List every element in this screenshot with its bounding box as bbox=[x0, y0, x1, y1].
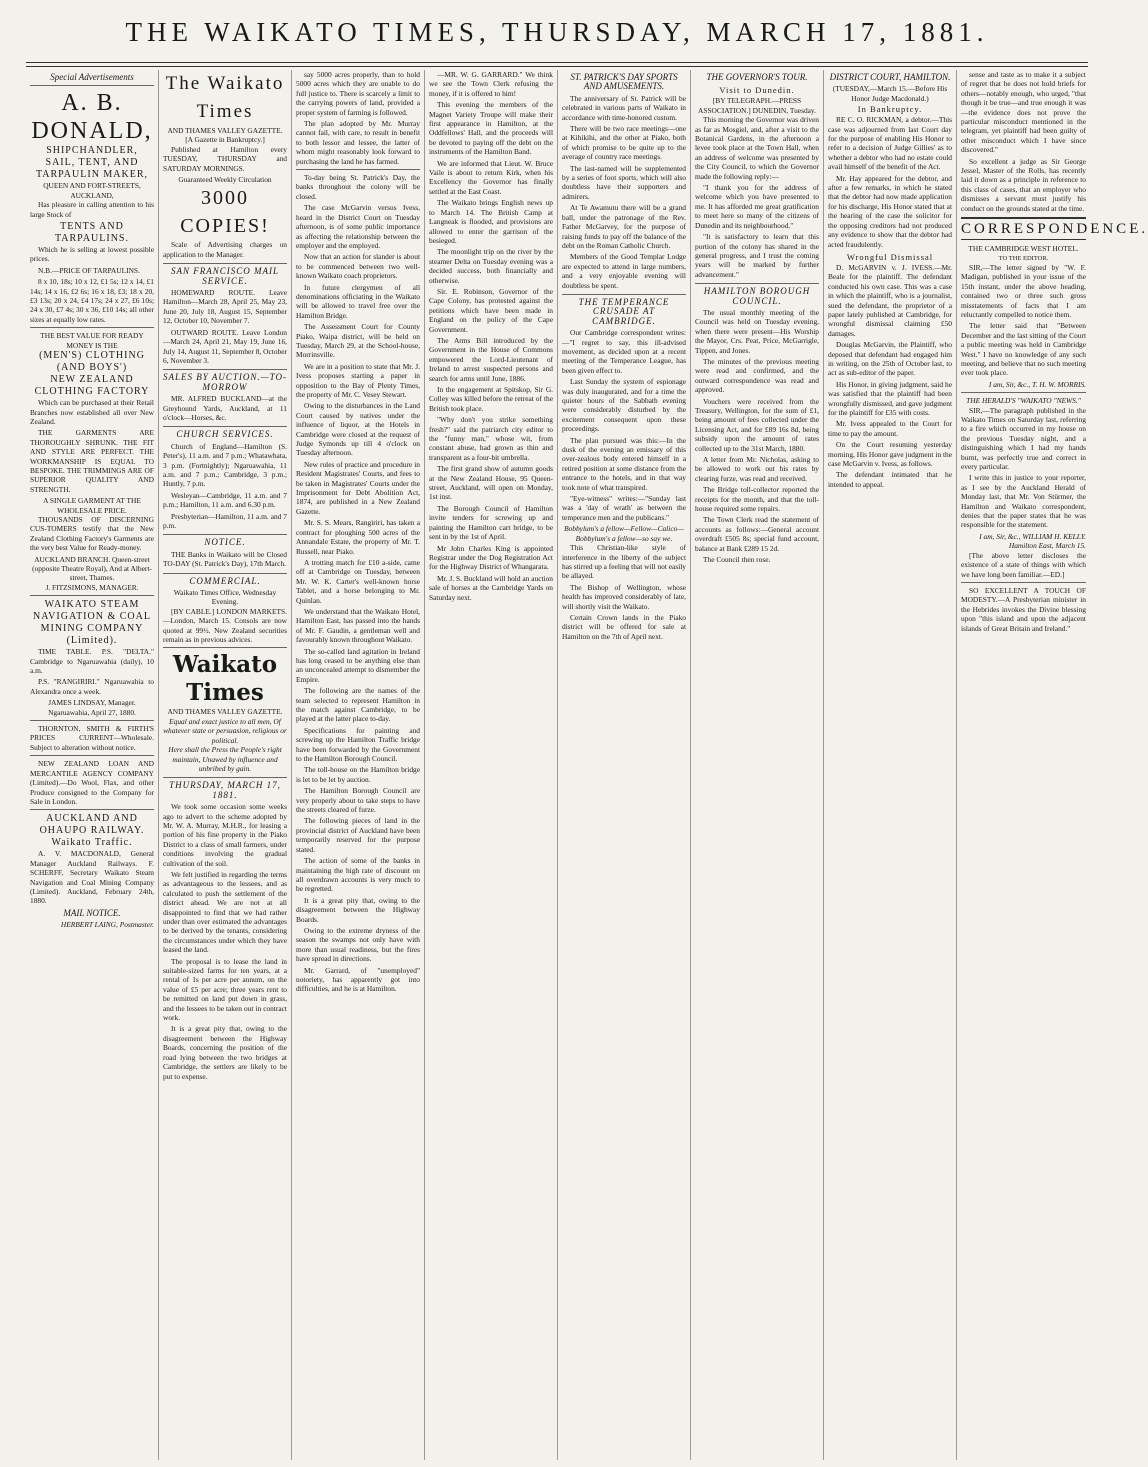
ad-text: THE GARMENTS ARE THOROUGHLY SHRUNK. THE FIT AND STYLE ARE PERFECT. THE WORKMANSHIP IS EQUAL TO BESPOKE. THE TRIMMINGS ARE OF SUPERIOR QUALITY AND STRENGTH. bbox=[30, 428, 154, 494]
article-text: The usual monthly meeting of the Council was held on Tuesday evening, when there were present—His Worship the Mayor, Crs. Peat, Price, McGarrigle, Tippen, and Jones. bbox=[695, 307, 819, 355]
editorial-text: It is a great pity that, owing to the disagreement between the Highway Boards, concerning the position of the road lying between the two bridges at Cambridge, the settlers are likely to be put to expense. bbox=[163, 1024, 287, 1081]
article-text: "Eye-witness" writes:—"Sunday last was a 'day of wrath' as between the temperance men and the publicans." bbox=[562, 494, 686, 522]
column-6 bbox=[691, 70, 824, 1460]
ad-prices: 8 x 10, 18s; 10 x 12, £1 5s; 12 x 14, £1 14s; 14 x 16, £2 6s; 16 x 18, £3; 18 x 20, £3 13s; 20 x 24, £4 17s; 24 x 27, £6 10s; 24 x 30, £7 4s; 30 x 36, £10 14s; all other sizes at equally low rates. bbox=[30, 277, 154, 324]
article-text: His Honor, in giving judgment, said he was satisfied that the plaintiff had been wrongfully dismissed, and gave judgment for the plaintiff for £35 with costs. bbox=[828, 379, 952, 417]
article-text: Vouchers were received from the Treasury, Wellington, for the sum of £1, being amount of fees collected under the Licensing Act, and for £89 16s 8d, being subsidy upon the amount of rates collected up to the 31st March, 1880. bbox=[695, 396, 819, 453]
article-text: Mr. Ivess appealed to the Court for time to pay the amount. bbox=[828, 419, 952, 438]
news-item: We are informed that Lieut. W. Bruce Vaile is about to return Kirk, when his Excellency the Governor has finally settled at the East Coast. bbox=[429, 158, 553, 196]
news-item: Specifications for painting and screwing up the Hamilton Traffic bridge have been forwarded by the Government to the Hamilton Borough Council. bbox=[296, 725, 420, 764]
article-text: The last-named will be supplemented by a series of foot sports, which will also doubtless have their supporters and admirers. bbox=[562, 163, 686, 201]
article-text: Members of the Good Templar Lodge are expected to attend in large numbers, and a very enjoyable evening will doubtless be spent. bbox=[562, 252, 686, 290]
ad-text: TIME TABLE. P.S. "DELTA." Cambridge to Ngaruawahia (daily), 10 a.m. bbox=[30, 647, 154, 676]
editorial-text: We felt justified in regarding the terms as advantageous to the lessees, and as calculated to push the settlement of the district ahead. We are not at all disappointed to find that we had rather under than over estimated the advantages to be derived by the tenants, considering the circumstances under which they have leased the land. bbox=[163, 869, 287, 955]
divider bbox=[30, 720, 154, 721]
letter-text: The letter said that "Between December and the last sitting of the Court a public meeting was held in Cambridge West." I have no knowledge of any such meeting, and believe that no such meeting ever took place. bbox=[961, 321, 1086, 378]
text: OUTWARD ROUTE. Leave London—March 24, April 21, May 19, June 16, July 14, August 11, September 8, October 6, November 3. bbox=[163, 327, 287, 365]
signature: HERBERT LAING, Postmaster. bbox=[60, 920, 154, 930]
motto: Here shall the Press the People's right maintain, Unawed by influence and unbribed by gain. bbox=[168, 745, 282, 773]
column-5 bbox=[558, 70, 691, 1460]
section-heading: SAN FRANCISCO MAIL SERVICE. bbox=[163, 263, 287, 286]
masthead-rule-lower bbox=[26, 66, 1088, 67]
text: Guaranteed Weekly Circulation bbox=[178, 175, 272, 185]
letter-signature: I am, Sir, &c., WILLIAM H. KELLY. Hamilton East, March 15. bbox=[979, 531, 1086, 551]
verse: Bobbylum's a fellow—Fellow—Calico— Bobbylum's a fellow—so say we. bbox=[564, 524, 684, 543]
paper-subtitle: AND THAMES VALLEY GAZETTE. bbox=[167, 126, 283, 135]
divider bbox=[296, 169, 420, 170]
divider bbox=[30, 327, 154, 328]
article-text: D. McGARVIN v. J. IVESS.—Mr. Beale for the plaintiff. The defendant conducted his own case. This was a case in which the plaintiff, who is a journalist, sued the defendant, the proprietor of a paper lately published at Cambridge, for wrongful dismissal claiming £50 damages. bbox=[828, 262, 952, 338]
news-item: The action of some of the banks in maintaining the high rate of discount on all overdrawn accounts is very much to be regretted. bbox=[296, 856, 420, 894]
article-heading: DISTRICT COURT, HAMILTON. bbox=[829, 72, 951, 82]
news-item: The following pieces of land in the provincial district of Auckland have been temporarily reserved for the purpose stated. bbox=[296, 816, 420, 854]
motto: Equal and exact justice to all men, Of whatever state or persuasion, religious or political. bbox=[163, 716, 287, 745]
correspondence-heading: CORRESPONDENCE. bbox=[961, 217, 1086, 240]
editorial-text: The proposal is to lease the land in suitable-sized farms for ten years, at a rental of 1s per acre per annum, on the value of £5 per acre; three years rent to be remitted on land put down in grass, and the lessees to be taken out in contract work. bbox=[163, 956, 287, 1023]
ad-text: THOUSANDS OF DISCERNING CUS-TOMERS testify that the New Zealand Clothing Factory's Garments are the very best Value for Ready-money. bbox=[30, 514, 154, 553]
divider bbox=[30, 809, 154, 810]
news-item: —MR. W. G. GARRARD." We think we see the Town Clerk refusing the money, if it is offered to him! bbox=[429, 70, 553, 98]
news-item: The Borough Council of Hamilton invite tenders for screwing up and painting the Hamilton cart bridge, to be sent in by the 1st of April. bbox=[429, 503, 553, 542]
article-text: The minutes of the previous meeting were read and confirmed, and the outward correspondence was read and approved. bbox=[695, 356, 819, 395]
section-heading: SALES BY AUCTION.—TO-MORROW bbox=[163, 369, 287, 392]
news-item: Mr John Charles King is appointed Registrar under the Dog Registration Act for the Highway District of Whangarata. bbox=[429, 543, 553, 572]
article-text: The Bishop of Wellington, whose health has improved considerably of late, will shortly visit the Waikato. bbox=[562, 582, 686, 611]
advertiser-address: QUEEN AND FORT-STREETS, AUCKLAND, bbox=[43, 181, 141, 200]
ad-text: J. FITZSIMONS, MANAGER. bbox=[45, 582, 139, 592]
ad-text: JAMES LINDSAY, Manager. Ngaruawahia, April 27, 1880. bbox=[48, 698, 136, 717]
column-7 bbox=[824, 70, 957, 1460]
news-item: The moonlight trip on the river by the steamer Delta on Tuesday evening was a decided success, both financially and otherwise. bbox=[429, 247, 553, 285]
news-item: We are in a position to state that Mr. J. Ivess proposes starting a paper in opposition to the Bay of Plenty Times, the property of Mr. C. Vesey Stewart. bbox=[296, 361, 420, 399]
section-heading: CHURCH SERVICES. bbox=[163, 426, 287, 439]
article-subheading: Wrongful Dismissal bbox=[846, 251, 934, 262]
article-text: So excellent a judge as Sir George Jessel, Master of the Rolls, has recently laid it down as a principle in reference to this class of cases, that an employer who dismisses a servant must justify his conduct on the grounds stated at the time. bbox=[961, 156, 1086, 213]
ad-text: Which he is selling at lowest possible prices. bbox=[30, 245, 154, 264]
section-heading: NOTICE. bbox=[163, 534, 287, 547]
article-subheading: Visit to Dunedin. bbox=[719, 85, 795, 96]
divider bbox=[961, 582, 1086, 583]
text: Church of England—Hamilton (S. Peter's), 11 a.m. and 7 p.m.; Whatawhata, 3 p.m. (Fortnightly); Ngaruawahia, 11 a.m. and 7 p.m.; Cambridge, 3 p.m.; Huntly, 7 p.m. bbox=[163, 441, 287, 489]
newspaper-title: THE WAIKATO TIMES, THURSDAY, MARCH 17, 1881. bbox=[125, 17, 989, 47]
article-heading: HAMILTON BOROUGH COUNCIL. bbox=[695, 283, 819, 306]
editor-note: [The above letter discloses the existence of a state of things with which we have long been familiar.—ED.] bbox=[961, 550, 1086, 579]
news-item: Mr. S. S. Mears, Rangiriri, has taken a contract for ploughing 500 acres of the Annandale Estate, the property of Mr. T. Russell, near Piako. bbox=[296, 518, 420, 556]
text: Published at Hamilton every TUESDAY, THURSDAY and SATURDAY MORNINGS. bbox=[163, 144, 287, 173]
ad-text: A SINGLE GARMENT AT THE WHOLESALE PRICE. bbox=[43, 496, 141, 515]
news-item: The first grand show of autumn goods at the New Zealand House, 95 Queen-street, Auckland, will open on Monday, 1st inst. bbox=[429, 464, 553, 502]
article-heading: THE TEMPERANCE CRUSADE AT CAMBRIDGE. bbox=[562, 294, 686, 326]
article-text: "I thank you for the address of welcome which you have presented to me. It has afforded me great gratification to meet here so many of the citizens of Dunedin and its neighbourhood." bbox=[695, 183, 819, 230]
divider bbox=[30, 85, 154, 86]
article-text: The defendant intimated that he intended to appeal. bbox=[828, 470, 952, 489]
ad-text: NEW ZEALAND LOAN AND MERCANTILE AGENCY COMPANY (Limited).—Do Wool, Flax, and other Produce consigned to the Company for Sale in London. bbox=[30, 759, 154, 806]
letter-heading: THE CAMBRIDGE WEST HOTEL. bbox=[968, 244, 1079, 254]
column-2 bbox=[159, 70, 292, 1460]
article-text: sense and taste as to make it a subject of regret that he does not hold briefs for others—notably enough, who urged, "that though it be true—and true enough it was—the evidence does not prove the particular misconduct mentioned in the telegram, yet plaintiff had been guilty of other misconduct which I have since discovered." bbox=[961, 70, 1086, 155]
article-text: At Te Awamutu there will be a grand ball, under the patronage of the Rev. Father McGarvey, for the purpose of raising funds to pay off the balance of the debt on the Roman Catholic Church. bbox=[562, 203, 686, 250]
news-item: The toll-house on the Hamilton bridge is let to be let by auction. bbox=[296, 765, 420, 784]
ad-text: Which can be purchased at their Retail Branches now established all over New Zealand. bbox=[30, 398, 154, 426]
news-item: This evening the members of the Magnet Variety Troupe will make their first appearance in Hamilton, at the Oddfellows' Hall, and the proceeds will be devoted to paying off the debt on the instruments of the Hamilton Band. bbox=[429, 100, 553, 157]
editorial-text: The plan adopted by Mr. Murray cannot fail, with care, to result in benefit to both lessor and lessee, the latter of whom might reasonably look forward to purchasing the land he has farmed. bbox=[296, 119, 420, 166]
divider bbox=[30, 755, 154, 756]
news-item: The Assessment Court for County Piako, Waipa district, will be held on Tuesday, March 29, at the School-house, Morrinsville. bbox=[296, 322, 420, 360]
masthead bbox=[0, 0, 1114, 64]
advertiser-name: A. B. DONALD, bbox=[31, 90, 153, 145]
column-3 bbox=[292, 70, 425, 1460]
news-item: The Hamilton Borough Council are very properly about to take steps to have the streets cleared of furze. bbox=[296, 786, 420, 815]
article-text: This Christian-like style of interference in the liberty of the subject has stirred up a feeling that will not easily be allayed. bbox=[562, 543, 686, 581]
news-item: Mr. J. S. Buckland will hold an auction sale of horses at the Cambridge Yards on Saturday next. bbox=[429, 573, 553, 602]
news-item: The following are the names of the team selected to represent Hamilton in the match against Cambridge, to be played at the latter place to-day. bbox=[296, 686, 420, 724]
article-text: SO EXCELLENT A TOUCH OF MODESTY.—A Presbyterian minister in the Hebrides invokes the Divine blessing upon "this island and upon the adjacent islands of Great Britain and Ireland." bbox=[961, 585, 1086, 633]
text: [BY CABLE.] LONDON MARKETS.—London, March 15. Consols are now quoted at 99½. New Zealand securities remain as in previous advices. bbox=[163, 606, 287, 645]
ad-heading: NEW ZEALAND CLOTHING FACTORY bbox=[34, 374, 150, 398]
column-4 bbox=[425, 70, 558, 1460]
article-text: The Council then rose. bbox=[703, 555, 771, 565]
columns bbox=[26, 70, 1148, 1460]
editorial-text: We took some occasion some weeks ago to advert to the scheme adopted by Mr. W. A. Murray, M.H.R., for leasing a portion of his fine property in the Piako District to a class of small farmers, under conditions involving the gradual cultivation of the soil. bbox=[163, 802, 287, 868]
article-text: On the Court resuming yesterday morning, His Honor gave judgment in the case McGarvin v. Ivess, as follows. bbox=[828, 440, 952, 469]
letter-text: SIR,—The letter signed by "W. F. Madigan, published in your issue of the 15th instant, under the above heading, contained two or three such gross misstatements of facts that I am reluctantly compelled to notice them. bbox=[961, 262, 1086, 319]
news-item: We understand that the Waikato Hotel, Hamilton East, has passed into the hands of Mr. F. Gaudin, a gentleman well and favourably known throughout Waikato. bbox=[296, 606, 420, 645]
news-item: The so-called land agitation in Ireland has long ceased to be anything else than an unconcealed attempt to dismember the Empire. bbox=[296, 646, 420, 684]
ad-text: Has pleasure in calling attention to his large Stock of bbox=[30, 200, 154, 219]
news-item: New rules of practice and procedure in Resident Magistrates' Courts, and fees to be taken in Magistrates' Courts under the Imprisonment for Debt Abolition Act, 1874, are published in a New Zealand Gazette. bbox=[296, 459, 420, 516]
article-text: The plan pursued was this:—In the dusk of the evening an emissary of this over-zealous body entered himself in a retired position at some distance from the entrance to the hotels, and in that way took note of what transpired. bbox=[562, 435, 686, 492]
section-heading: COMMERCIAL. bbox=[163, 573, 287, 586]
article-text: Certain Crown lands in the Piako district will be offered for sale at Hamilton on the 7th of April next. bbox=[562, 612, 686, 641]
text: HOMEWARD ROUTE. Leave Hamilton—March 28, April 25, May 23, June 20, July 18, August 15, September 12, October 10, November 7. bbox=[163, 288, 287, 326]
column-1-advertisements bbox=[26, 70, 159, 1460]
news-item: Now that an action for slander is about to be commenced between two well-known Waikato coach proprietors. bbox=[296, 252, 420, 281]
article-subheading: In Bankruptcy. bbox=[857, 104, 923, 115]
paper-nameplate: Waikato Times bbox=[172, 651, 278, 707]
ad-heading: (MEN'S) CLOTHING (AND BOYS') bbox=[39, 350, 145, 374]
masthead-rule bbox=[26, 62, 1088, 63]
circulation: 3000 COPIES! bbox=[180, 187, 270, 238]
ad-heading: TENTS AND TARPAULINS. bbox=[54, 221, 129, 245]
news-item: The Arms Bill introduced by the Government in the House of Commons empowered the Lord-Lieutenant of Ireland to arrest suspected persons and search for arms until June, 1886. bbox=[429, 335, 553, 383]
ad-text: A. V. MACDONALD, General Manager Auckland Railways. F. SCHERFF, Secretary Waikato Steam Navigation and Coal Mining Company (Limited). Auckland, February 24th, 1880. bbox=[30, 849, 154, 906]
news-item: The Waikato brings English news up to March 14. The British Camp at Langneak is flooded, and provisions are allowed to enter the garrison of the besieged. bbox=[429, 198, 553, 245]
divider bbox=[30, 595, 154, 596]
ad-text: N.B.—PRICE OF TARPAULINS. bbox=[38, 265, 140, 275]
news-item: The case McGarvin versus Ivess, heard in the District Court on Tuesday afternoon, is of some public importance as affecting the relationship between the employer and the employed. bbox=[296, 203, 420, 250]
ad-heading: WAIKATO STEAM NAVIGATION & COAL MINING COMPANY (Limited). bbox=[33, 599, 151, 647]
article-text: Our Cambridge correspondent writes:—"I regret to say, this ill-advised movement, as decided upon at a recent meeting of the Temperance League, has been given effect to. bbox=[562, 328, 686, 375]
ad-text: THORNTON, SMITH & FIRTH'S PRICES CURRENT—Wholesale. Subject to alteration without notice. bbox=[30, 724, 154, 752]
article-text: Douglas McGarvin, the Plaintiff, who deposed that defendant had engaged him in writing, on the 25th of October last, to act as sub-editor of the paper. bbox=[828, 340, 952, 378]
article-text: "It is satisfactory to learn that this portion of the colony has shared in the general progress, and I trust the coming years will be marked by further advancement." bbox=[695, 232, 819, 279]
letter-signature: I am, Sir, &c., T. H. W. MORRIS. bbox=[988, 379, 1086, 389]
news-item: In the engagement at Spitskop, Sir G. Colley was killed before the retreat of the British took place. bbox=[429, 385, 553, 413]
article-text: Last Sunday the system of espionage was duly inaugurated, and for a time the quieter hours of the Sabbath evening were considerably disturbed by the excitement consequent upon these proceedings. bbox=[562, 377, 686, 434]
text: Presbyterian—Hamilton, 11 a.m. and 7 p.m. bbox=[163, 511, 287, 530]
section-heading: Special Advertisements bbox=[50, 72, 134, 82]
news-item: Owing to the extreme dryness of the season the swamps not only have with more than usual readiness, but the fires have spread in directions. bbox=[296, 925, 420, 964]
advertiser-trades: SHIPCHANDLER, SAIL, TENT, AND TARPAULIN MAKER, bbox=[35, 145, 149, 181]
news-item: Mr. Garrard, of "unemployed" notoriety, has apparently got into difficulties, and he is at Hamilton. bbox=[296, 965, 420, 994]
gazette-note: [A Gazette in Bankruptcy.] bbox=[185, 135, 265, 145]
news-item: Sir. E. Robinson, Governor of the Cape Colony, has protested against the petitions which have been made in England on the policy of the Cape Government. bbox=[429, 286, 553, 334]
text: Waikato Times Office, Wednesday Evening. bbox=[173, 588, 277, 607]
editorial-date: THURSDAY, MARCH 17, 1881. bbox=[163, 777, 287, 800]
letter-address: TO THE EDITOR. bbox=[998, 254, 1049, 262]
text: Scale of Advertising charges on application to the Manager. bbox=[163, 240, 287, 259]
divider bbox=[163, 647, 287, 648]
article-text: The Bridge toll-collector reported the receipts for the month, and that the toll-house required some repairs. bbox=[695, 485, 819, 514]
news-item: A trotting match for £10 a-side, came off at Cambridge on Tuesday, between Mr. W. K. Carter's well-known horse Tablet, and a horse belonging to Mr. Quinlan. bbox=[296, 557, 420, 605]
article-text: RE C. O. RICKMAN, a debtor.—This case was adjourned from last Court day for the purpose of enabling His Honor to refer to a decision of Judge Gillies' as to whether a debtor who had no estate could avail himself of the benefit of the Act. bbox=[828, 115, 952, 172]
article-heading: THE GOVERNOR'S TOUR. bbox=[706, 72, 808, 82]
editorial-text: say 5000 acres properly, than to hold 5000 acres which they are unable to do full justice to. There is scarcely a limit to the carrying powers of land, provided a proper system of farming is followed. bbox=[296, 70, 420, 117]
news-item: In future clergymen of all denominations officiating in the Waikato will be allowed to travel free over the Hamilton Bridge. bbox=[296, 282, 420, 320]
paper-title: The Waikato Times bbox=[165, 73, 285, 122]
column-8 bbox=[957, 70, 1148, 1460]
article-text: A letter from Mr. Nicholas, asking to be allowed to work out his rates by clearing furze, was read and received. bbox=[695, 455, 819, 483]
ad-heading: AUCKLAND AND OHAUPO RAILWAY. Waikato Traffic. bbox=[39, 813, 145, 849]
article-text: The anniversary of St. Patrick will be celebrated in various parts of Waikato in accordance with time-honored custom. bbox=[562, 93, 686, 122]
text: Wesleyan—Cambridge, 11 a.m. and 7 p.m.; Hamilton, 11 a.m. and 6.30 p.m. bbox=[163, 490, 287, 510]
news-item: To-day being St. Patrick's Day, the banks throughout the colony will be closed. bbox=[296, 173, 420, 201]
dateline: (TUESDAY,—March 15.—Before His Honor Judge Macdonald.) bbox=[832, 84, 948, 103]
news-item: Owing to the disturbances in the Land Court caused by natives under the influence of liquor, at the Hotels in Cambridge were closed at the request of Judge Symonds up till 4 o'clock on Tuesday afternoon. bbox=[296, 401, 420, 458]
article-text: Mr. Hay appeared for the debtor, and after a few remarks, in which he stated that the debtor had now made application for his discharge, His Honor stated that at the hearing of the case the solicitor for the opposing creditors had not produced any evidence to show that the debtor had acted fraudulently. bbox=[828, 173, 952, 249]
news-item: "Why don't you strike something fresh?" said the patriarch city editor to the "funny man," whose wit, from constant abuse, had grown as thin and transparent as a four-bit umbrella. bbox=[429, 415, 553, 462]
letter-text: I write this in justice to your reporter, as I see by the Auckland Herald of Monday last, that Mr. Von Stürmer, the Hamilton and Waikato correspondent, denies that the paper states that he was responsible for the statement. bbox=[961, 473, 1086, 530]
text: THE Banks in Waikato will be Closed TO-DAY (St. Patrick's Day), 17th March. bbox=[163, 549, 287, 569]
ad-text: THE BEST VALUE FOR READY MONEY IS THE bbox=[40, 331, 144, 350]
dateline: [BY TELEGRAPH.—PRESS ASSOCIATION.] DUNEDIN, Tuesday. bbox=[698, 96, 816, 115]
news-item: It is a great pity that, owing to the disagreement between the Highway Boards. bbox=[296, 895, 420, 924]
letter-heading: THE HERALD'S "WAIKATO "NEWS." bbox=[966, 396, 1081, 406]
article-heading: ST. PATRICK'S DAY SPORTS AND AMUSEMENTS. bbox=[570, 72, 678, 92]
article-text: This morning the Governor was driven as far as Mosgiel, and, after a visit to the Botanical Gardens, in the afternoon a levee took place at the Town Hall, when an address of welcome was presented by the City Council, to which the Governor made the following reply:— bbox=[695, 115, 819, 181]
letter-text: SIR,—The paragraph published in the Waikato Times on Saturday last, referring to a fire which occurred in my house on the previous Tuesday night, and a distinguishing which I had my hands burnt, was perfectly true and correct in every particular. bbox=[961, 405, 1086, 472]
divider bbox=[961, 392, 1086, 393]
ad-text: AUCKLAND BRANCH. Queen-street (opposite Theatre Royal), And at Albert-street, Thames. bbox=[32, 554, 152, 583]
section-heading: MAIL NOTICE. bbox=[63, 907, 121, 918]
ad-text: P.S. "RANGIRIRI." Ngaruawahia to Alexandra once a week. bbox=[30, 677, 154, 696]
article-text: The Town Clerk read the statement of accounts as follows:—General account overdraft £505 8s; special fund account, balance at Bank £289 15 2d. bbox=[695, 515, 819, 553]
text: MR. ALFRED BUCKLAND—at the Greyhound Yards, Auckland, at 11 o'clock—Horses, &c. bbox=[163, 394, 287, 422]
paper-subtitle: AND THAMES VALLEY GAZETTE. bbox=[167, 707, 283, 717]
article-text: There will be two race meetings—one at Kihikihi, and the other at Piako, both of which promise to be quite up to the average of country race meetings. bbox=[562, 124, 686, 162]
